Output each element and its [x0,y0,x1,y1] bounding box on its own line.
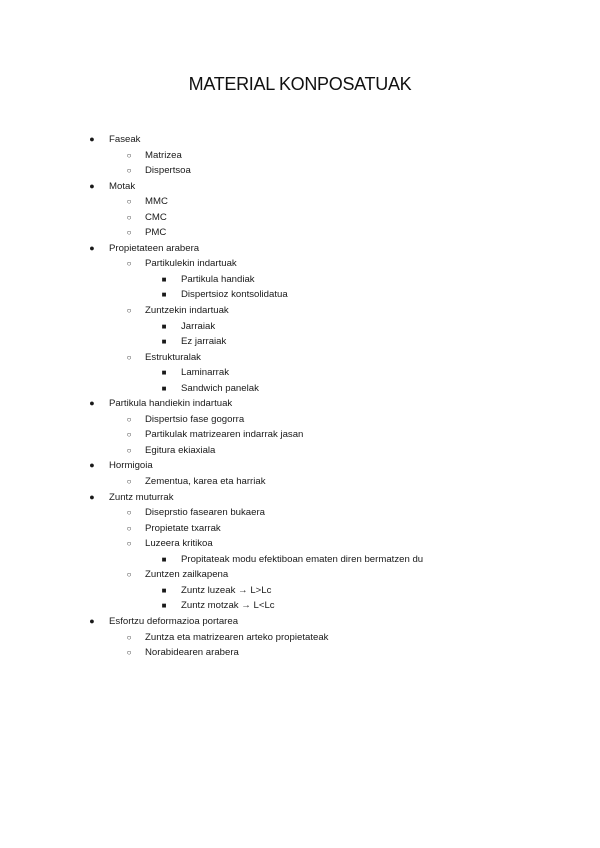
filled-circle-bullet-icon: ● [89,460,95,471]
list-item-text: Norabidearen arabera [145,647,239,659]
list-item-level-1 [0,256,600,272]
list-item-level-1 [0,163,600,179]
list-item-text: Dispertsoa [145,165,191,177]
list-item-text: MMC [145,196,168,208]
square-bullet-icon: ■ [161,274,167,284]
filled-circle-bullet-icon: ● [89,491,95,502]
square-bullet-icon: ■ [161,601,167,611]
list-item-level-2 [0,598,600,614]
list-item-text: Ez jarraiak [181,336,227,348]
list-item-text: Dispertsioz kontsolidatua [181,289,288,301]
list-item-level-1 [0,567,600,583]
list-item-text: Partikula handiak [181,273,255,285]
list-item-level-1 [0,303,600,319]
list-item-text: Zuntzen zailkapena [145,569,229,581]
list-item-text: Zuntzekin indartuak [145,305,229,317]
list-item-text: Egitura ekiaxiala [145,444,216,456]
list-item-text: PMC [145,227,167,239]
filled-circle-bullet-icon: ● [89,180,95,191]
hollow-circle-bullet-icon: ○ [126,166,132,176]
hollow-circle-bullet-icon: ○ [126,477,132,487]
hollow-circle-bullet-icon: ○ [126,352,132,362]
list-item-level-1 [0,630,600,646]
hollow-circle-bullet-icon: ○ [126,306,132,316]
list-item-text: CMC [145,211,167,223]
list-item-level-1 [0,350,600,366]
list-item-level-2 [0,334,600,350]
list-item-text: Partikulekin indartuak [145,258,237,270]
list-item-level-1 [0,536,600,552]
list-item-text: Zuntz muturrak [109,491,174,503]
list-item-level-1 [0,443,600,459]
hollow-circle-bullet-icon: ○ [126,259,132,269]
list-item-level-0 [0,132,600,148]
list-item-text: Laminarrak [181,367,229,379]
hollow-circle-bullet-icon: ○ [126,523,132,533]
list-item-level-1 [0,148,600,164]
list-item-text: Propietateen arabera [109,242,200,254]
list-item-level-0 [0,396,600,412]
list-item-level-1 [0,505,600,521]
list-item-level-2 [0,287,600,303]
hollow-circle-bullet-icon: ○ [126,445,132,455]
list-item-level-1 [0,194,600,210]
list-item-level-0 [0,490,600,506]
square-bullet-icon: ■ [161,290,167,300]
filled-circle-bullet-icon: ● [89,242,95,253]
list-item-text: Zuntz motzak → L<Lc [181,600,275,612]
bullet-outline [0,132,600,661]
list-item-text: Luzeera kritikoa [145,538,213,550]
hollow-circle-bullet-icon: ○ [126,508,132,518]
list-item-text: Motak [109,180,136,192]
list-item-text: Diseprstio fasearen bukaera [145,507,265,519]
list-item-text: Zuntz luzeak → L>Lc [181,584,272,596]
list-item-level-1 [0,225,600,241]
list-item-level-0 [0,179,600,195]
hollow-circle-bullet-icon: ○ [126,632,132,642]
square-bullet-icon: ■ [161,554,167,564]
hollow-circle-bullet-icon: ○ [126,197,132,207]
filled-circle-bullet-icon: ● [89,398,95,409]
list-item-level-0 [0,241,600,257]
square-bullet-icon: ■ [161,337,167,347]
list-item-text: Zuntza eta matrizearen arteko propietateak [145,631,329,643]
list-item-level-1 [0,210,600,226]
list-item-level-2 [0,381,600,397]
filled-circle-bullet-icon: ● [89,134,95,144]
list-item-text: Dispertsio fase gogorra [145,413,245,425]
list-item-level-0 [0,614,600,630]
list-item-text: Partikulak matrizearen indarrak jasan [145,429,304,441]
list-item-text: Sandwich panelak [181,382,259,394]
list-item-level-1 [0,427,600,443]
list-item-text: Zementua, karea eta harriak [145,476,266,488]
list-item-text: Matrizea [145,149,182,161]
list-item-level-2 [0,319,600,335]
list-item-level-2 [0,552,600,568]
list-item-level-2 [0,272,600,288]
hollow-circle-bullet-icon: ○ [126,212,132,222]
list-item-text: Esfortzu deformazioa portarea [109,615,239,627]
list-item-level-1 [0,521,600,537]
list-item-level-2 [0,365,600,381]
square-bullet-icon: ■ [161,321,167,331]
square-bullet-icon: ■ [161,585,167,595]
list-item-text: Hormigoia [109,460,153,472]
list-item-text: Estrukturalak [145,351,201,363]
hollow-circle-bullet-icon: ○ [126,150,132,160]
list-item-level-1 [0,645,600,661]
square-bullet-icon: ■ [161,368,167,378]
list-item-text: Propietate txarrak [145,522,221,534]
hollow-circle-bullet-icon: ○ [126,570,132,580]
hollow-circle-bullet-icon: ○ [126,430,132,440]
square-bullet-icon: ■ [161,383,167,393]
list-item-level-2 [0,583,600,599]
hollow-circle-bullet-icon: ○ [126,414,132,424]
hollow-circle-bullet-icon: ○ [126,539,132,549]
list-item-level-1 [0,474,600,490]
list-item-level-1 [0,412,600,428]
hollow-circle-bullet-icon: ○ [126,228,132,238]
document-title: MATERIAL KONPOSATUAK [188,74,412,94]
list-item-text: Jarraiak [181,320,216,332]
list-item-level-0 [0,458,600,474]
list-item-text: Propitateak modu efektiboan ematen diren bermatzen du [181,553,424,565]
hollow-circle-bullet-icon: ○ [126,648,132,658]
list-item-text: Partikula handiekin indartuak [109,398,233,410]
list-item-text: Faseak [109,134,141,145]
filled-circle-bullet-icon: ● [89,615,95,626]
